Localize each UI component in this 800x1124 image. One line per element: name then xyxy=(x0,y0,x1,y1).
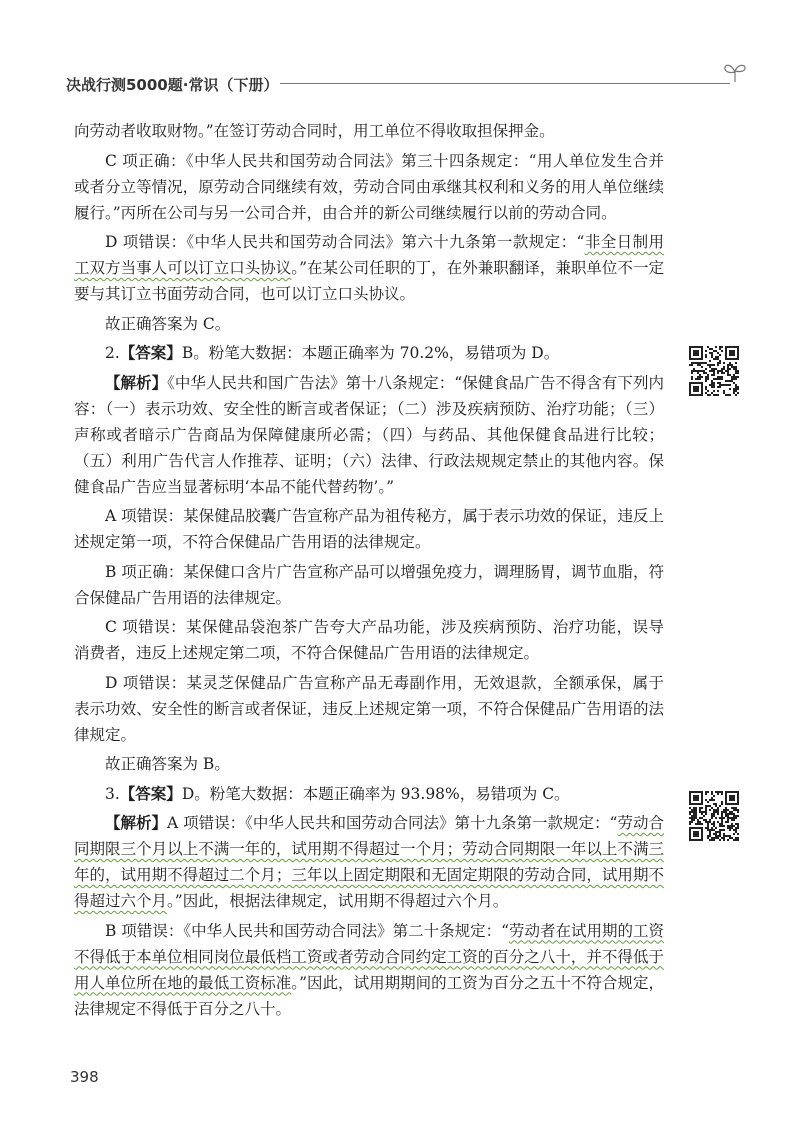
paragraph: D 项错误：某灵芝保健品广告宣称产品无毒副作用，无效退款，全额承保，属于表示功效、安全性的断言或者保证，违反上述规定第一项，不符合保健品广告用语的法律规定。 xyxy=(74,673,664,744)
running-header xyxy=(66,70,746,100)
analysis-paragraph xyxy=(74,810,664,914)
text-run: 。”因此，根据法律规定，试用期不得超过六个月。 xyxy=(167,892,509,910)
underlined-law-text: 非全日制用工双方当事人可以订立口头协议 xyxy=(74,233,664,277)
paragraph xyxy=(74,229,664,307)
text-run: A 项错误：《中华人民共和国劳动合同法》第十九条第一款规定：“ xyxy=(167,814,618,832)
answer-text: B。粉笔大数据：本题正确率为 70.2%，易错项为 D。 xyxy=(181,344,560,362)
answer-text: D。粉笔大数据：本题正确率为 93.98%，易错项为 C。 xyxy=(181,784,570,803)
paragraph: C 项正确：《中华人民共和国劳动合同法》第三十四条规定：“用人单位发生合并或者分立等情况，原劳动合同继续有效，劳动合同由承继其权利和义务的用人单位继续履行。”丙所在公司与另一公司合并，由合并的新公司继续履行以前的劳动合同。 xyxy=(74,151,664,222)
text-run: D 项错误：《中华人民共和国劳动合同法》第六十九条第一款规定：“ xyxy=(105,233,585,251)
question-number: 2. xyxy=(105,344,120,362)
paragraph: 向劳动者收取财物。”在签订劳动合同时，用工单位不得收取担保押金。 xyxy=(74,122,555,140)
text-run: B 项错误：《中华人民共和国劳动合同法》第二十条规定：“ xyxy=(105,921,509,940)
answer-tag: 【答案】 xyxy=(119,343,182,362)
answer-line xyxy=(74,340,664,366)
text-run: 。”在某公司任职的丁，在外兼职翻译，兼职单位不一定要与其订立书面劳动合同，也可以订立口头协议。 xyxy=(74,259,664,303)
answer-line xyxy=(74,781,664,807)
analysis-paragraph xyxy=(74,370,664,500)
paragraph: B 项正确：某保健口含片广告宣称产品可以增强免疫力，调理肠胃，调节血脂，符合保健品广告用语的法律规定。 xyxy=(74,562,664,607)
paragraph xyxy=(74,918,664,1022)
question-number: 3. xyxy=(105,784,120,803)
page-body xyxy=(74,118,664,1025)
analysis-tag: 【解析】 xyxy=(105,813,168,832)
analysis-tag: 【解析】 xyxy=(105,372,168,392)
text-run: 。”因此，试用期期间的工资为百分之五十不符合规定，法律规定不得低于百分之八十。 xyxy=(74,973,664,1018)
page-number: 398 xyxy=(70,1068,99,1086)
answer-tag: 【答案】 xyxy=(119,783,182,803)
header-rule xyxy=(280,83,730,84)
paragraph: 故正确答案为 B。 xyxy=(105,755,230,773)
underlined-law-text: 劳动者在试用期的工资不得低于本单位相同岗位最低档工资或者劳动合同约定工资的百分之八十，并不得低于用人单位所在地的最低工资标准 xyxy=(74,921,665,992)
paragraph: C 项错误：某保健品袋泡茶广告夸大产品功能，涉及疾病预防、治疗功能，误导消费者，违反上述规定第二项，不符合保健品广告用语的法律规定。 xyxy=(74,618,664,662)
paragraph: 故正确答案为 C。 xyxy=(105,314,231,333)
qr-code-icon[interactable] xyxy=(689,346,739,396)
qr-code-icon[interactable] xyxy=(689,791,739,841)
underlined-law-text: 劳动合同期限三个月以上不满一年的，试用期不得超过一个月；劳动合同期限一年以上不满三年的，试用期不得超过二个月；三年以上固定期限和无固定期限的劳动合同，试用期不得超过六个月 xyxy=(74,814,664,910)
book-title: 决战行测5000题·常识（下册） xyxy=(66,76,279,94)
paragraph: A 项错误：某保健品胶囊广告宣称产品为祖传秘方，属于表示功效的保证，违反上述规定第一项，不符合保健品广告用语的法律规定。 xyxy=(74,507,664,551)
sprout-icon xyxy=(722,60,748,84)
analysis-text: 《中华人民共和国广告法》第十八条规定：“保健食品广告不得含有下列内容：（一）表示功效、安全性的断言或者保证；（二）涉及疾病预防、治疗功能；（三）声称或者暗示广告商品为保障健康所必需；（四）与药品、其他保健食品进行比较；（五）利用广告代言人作推荐、证明；（六）法律、行政法规规定禁止的其他内容。保健食品广告应当显著标明‘本品不能代替药物’。” xyxy=(74,373,664,496)
